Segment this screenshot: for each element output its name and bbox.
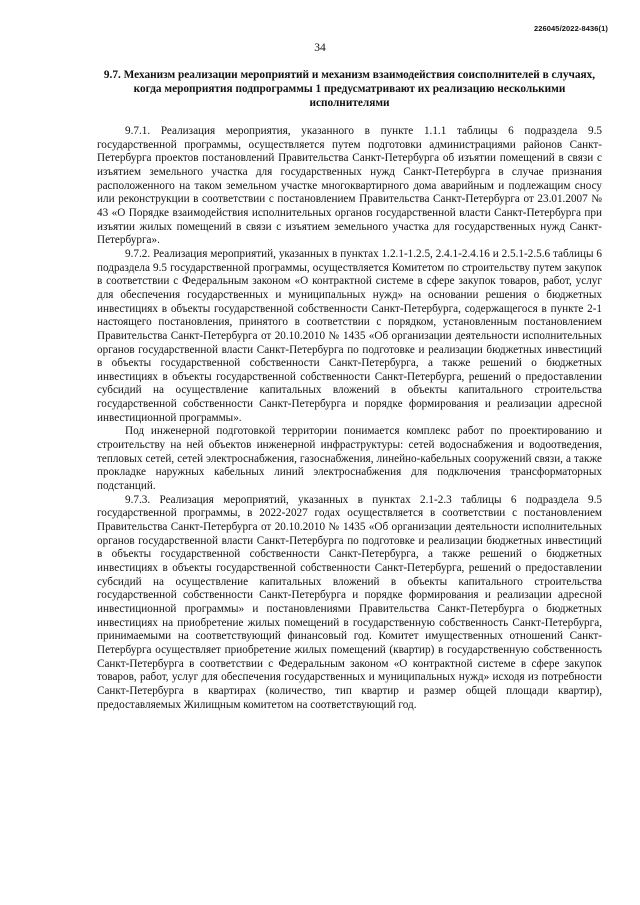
paragraph-engineering-preparation: Под инженерной подготовкой территории понимается комплекс работ по проектированию и строительству на ней объектов инженерной инфраструктуры: сетей водоснабжения и водоотведения, тепловых сетей, сетей электроснабжения, газоснабжения, линейно-кабельных сооружений связи, а также прокладке наружных кабельных линий электроснабжения для подключения трансформаторных подстанций. (97, 425, 602, 493)
paragraph-9-7-3: 9.7.3. Реализация мероприятий, указанных в пунктах 2.1-2.3 таблицы 6 подраздела 9.5 государственной программы, в 2022-2027 годах осуществляется в соответствии с постановлением Правительства Санкт-Петербурга от 20.10.2010 № 1435 «Об организации деятельности исполнительных органов государственной власти Санкт-Петербурга по подготовке и реализации бюджетных инвестиций в объекты государственной собственности Санкт-Петербурга, а также решений о бюджетных инвестициях в объекты государственной собственности Санкт-Петербурга, решений о предоставлении субсидий на осуществление капитальных вложений в объекты капитального строительства государственной собственности Санкт-Петербурга и порядке формирования и реализации адресной инвестиционной программы» и постановлениями Правительства Санкт-Петербурга о бюджетных инвестициях на приобретение жилых помещений в государственную собственность Санкт-Петербурга, принимаемыми на соответствующий финансовый год. Комитет имущественных отношений Санкт-Петербурга осуществляет приобретение жилых помещений (квартир) в государственную собственность Санкт-Петербурга в соответствии с Федеральным законом «О контрактной системе в сфере закупок товаров, работ, услуг для обеспечения государственных и муниципальных нужд» исходя из потребности Санкт-Петербурга в квартирах (количество, тип квартир и размер общей площади квартир), предоставляемых Жилищным комитетом на соответствующий год. (97, 493, 602, 711)
page-number: 34 (314, 42, 326, 54)
document-id: 226045/2022-8436(1) (533, 24, 608, 33)
document-body (97, 68, 602, 712)
paragraph-9-7-2: 9.7.2. Реализация мероприятий, указанных в пунктах 1.2.1-1.2.5, 2.4.1-2.4.16 и 2.5.1-2.5.6 таблицы 6 подраздела 9.5 государственной программы, осуществляется Комитетом по строительству путем закупок в соответствии с Федеральным законом «О контрактной системе в сфере закупок товаров, работ, услуг для обеспечения государственных и муниципальных нужд» на основании решения о бюджетных инвестициях в объекты государственной собственности Санкт-Петербурга, содержащегося в пункте 2-1 настоящего постановления, принятого в соответствии с порядком, установленным постановлением Правительства Санкт-Петербурга от 20.10.2010 № 1435 «Об организации деятельности исполнительных органов государственной власти Санкт-Петербурга по подготовке и реализации бюджетных инвестиций в объекты государственной собственности Санкт-Петербурга, а также решений о бюджетных инвестициях в объекты государственной собственности Санкт-Петербурга, решений о предоставлении субсидий на осуществление капитальных вложений в объекты капитального строительства государственной собственности Санкт-Петербурга и порядке формирования и реализации адресной инвестиционной программы». (97, 247, 602, 424)
paragraph-9-7-1: 9.7.1. Реализация мероприятия, указанного в пункте 1.1.1 таблицы 6 подраздела 9.5 государственной программы, осуществляется путем подготовки администрациями районов Санкт-Петербурга проектов постановлений Правительства Санкт-Петербурга об изъятии помещений в связи с изъятием земельного участка для государственных нужд Санкт-Петербурга в случае признания расположенного на таком земельном участке многоквартирного дома аварийным и подлежащим сносу или реконструкции в соответствии с постановлением Правительства Санкт-Петербурга от 23.01.2007 № 43 «О Порядке взаимодействия исполнительных органов государственной власти Санкт-Петербурга при изъятии жилых помещений в связи с изъятием земельного участка для государственных нужд Санкт-Петербурга». (97, 125, 602, 247)
section-title: 9.7. Механизм реализации мероприятий и механизм взаимодействия соисполнителей в случаях, когда мероприятия подпрограммы 1 предусматривают их реализацию несколькими исполнителями (103, 69, 596, 109)
